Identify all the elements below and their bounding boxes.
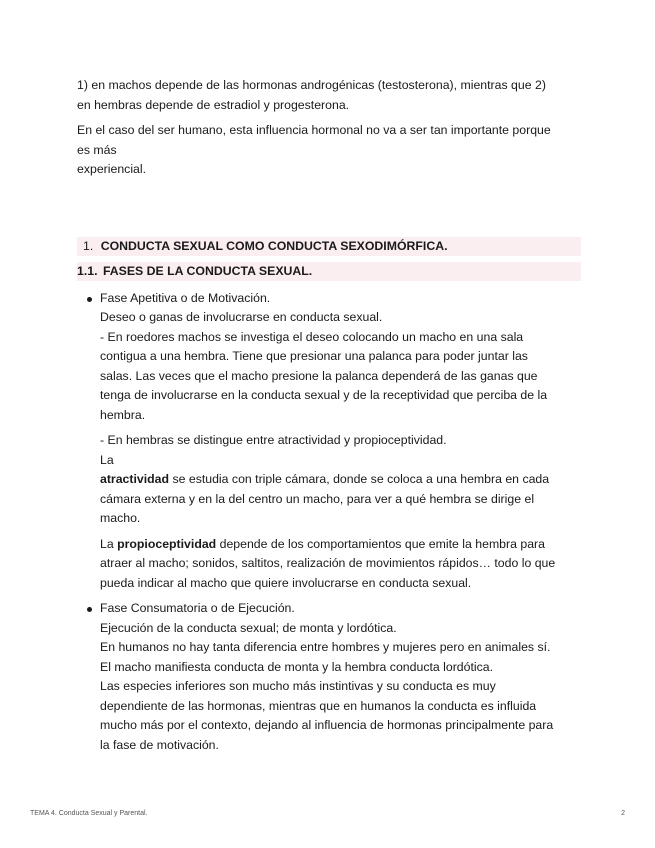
document-page [77,76,581,761]
text-line: En el caso del ser humano, esta influencia hormonal no va a ser tan importante porque [77,123,551,137]
text-line: - En roedores machos se investiga el deseo colocando un macho en una sala [100,329,524,344]
text-fragment: La [100,536,118,551]
text-line: hembra. [100,407,146,422]
text-line: - En hembras se distingue entre atractividad y propioceptividad. [100,433,447,447]
page-number: 2 [621,810,625,817]
text-line: pueda indicar al macho que quiere involucrarse en conducta sexual. [100,575,472,590]
phases-list [77,289,581,756]
intro-paragraph-1 [77,76,581,115]
text-line: mucho más por el contexto, dejando al influencia de hormonas principalmente para [100,718,554,732]
text-fragment: se estudia con triple cámara, donde se coloca a una hembra en cada [169,472,550,486]
text-line: es más [77,142,117,157]
section-title: CONDUCTA SEXUAL COMO CONDUCTA SEXODIMÓRFICA. [100,238,448,253]
text-line: cámara externa y en la del centro un macho, para ver a qué hembra se dirige el [100,491,535,506]
text-line [100,535,581,555]
text-line: dependiente de las hormonas, mientras que en humanos la conducta es influida [100,698,537,713]
text-line: en hembras depende de estradiol y progesterona. [77,97,350,112]
text-line: La [100,452,114,467]
section-number: 1.1. [77,263,98,278]
list-item-apetitiva [77,289,581,594]
section-heading-1-1 [77,262,581,281]
text-line: 1) en machos depende de las hormonas androgénicas (testosterona), mientras que 2) [77,78,546,92]
text-line [100,470,581,490]
section-number: 1. [83,238,94,253]
text-line: El macho manifiesta conducta de monta y la hembra conducta lordótica. [100,659,494,674]
bullet-icon [87,607,92,612]
text-line: experiencial. [77,162,147,176]
bullet-icon [87,297,92,302]
phase-description [100,599,581,755]
term-atractividad: atractividad [100,472,170,486]
text-line: la fase de motivación. [100,737,219,752]
intro-paragraph-2 [77,121,581,180]
text-line: Fase Apetitiva o de Motivación. [100,290,271,305]
text-line: Fase Consumatoria o de Ejecución. [100,601,295,615]
text-line: macho. [100,511,141,525]
footer-title: TEMA 4. Conducta Sexual y Parental. [30,810,148,817]
text-line: Deseo o ganas de involucrarse en conducta sexual. [100,310,383,324]
text-line: atraer al macho; sonidos, saltitos, realización de movimientos rápidos… todo lo que [100,556,556,570]
text-line: contigua a una hembra. Tiene que presionar una palanca para poder juntar las [100,349,528,363]
text-fragment: depende de los comportamientos que emite la hembra para [216,536,545,551]
atractividad-paragraph [100,431,581,529]
text-line: tenga de involucrarse en la conducta sexual y de la receptividad que perciba de la [100,388,548,402]
text-line: Ejecución de la conducta sexual; de monta y lordótica. [100,620,397,635]
text-line: En humanos no hay tanta diferencia entre hombres y mujeres pero en animales sí. [100,640,551,654]
term-propioceptividad: propioceptividad [117,536,217,551]
spacer [77,180,581,237]
section-heading-1 [77,237,581,256]
text-line: salas. Las veces que el macho presione la palanca dependerá de las ganas que [100,368,538,383]
propioceptividad-paragraph [100,535,581,594]
list-item-consumatoria [77,599,581,755]
text-line: Las especies inferiores son mucho más instintivas y su conducta es muy [100,679,496,693]
phase-description [100,289,581,426]
section-title: FASES DE LA CONDUCTA SEXUAL. [102,263,313,278]
